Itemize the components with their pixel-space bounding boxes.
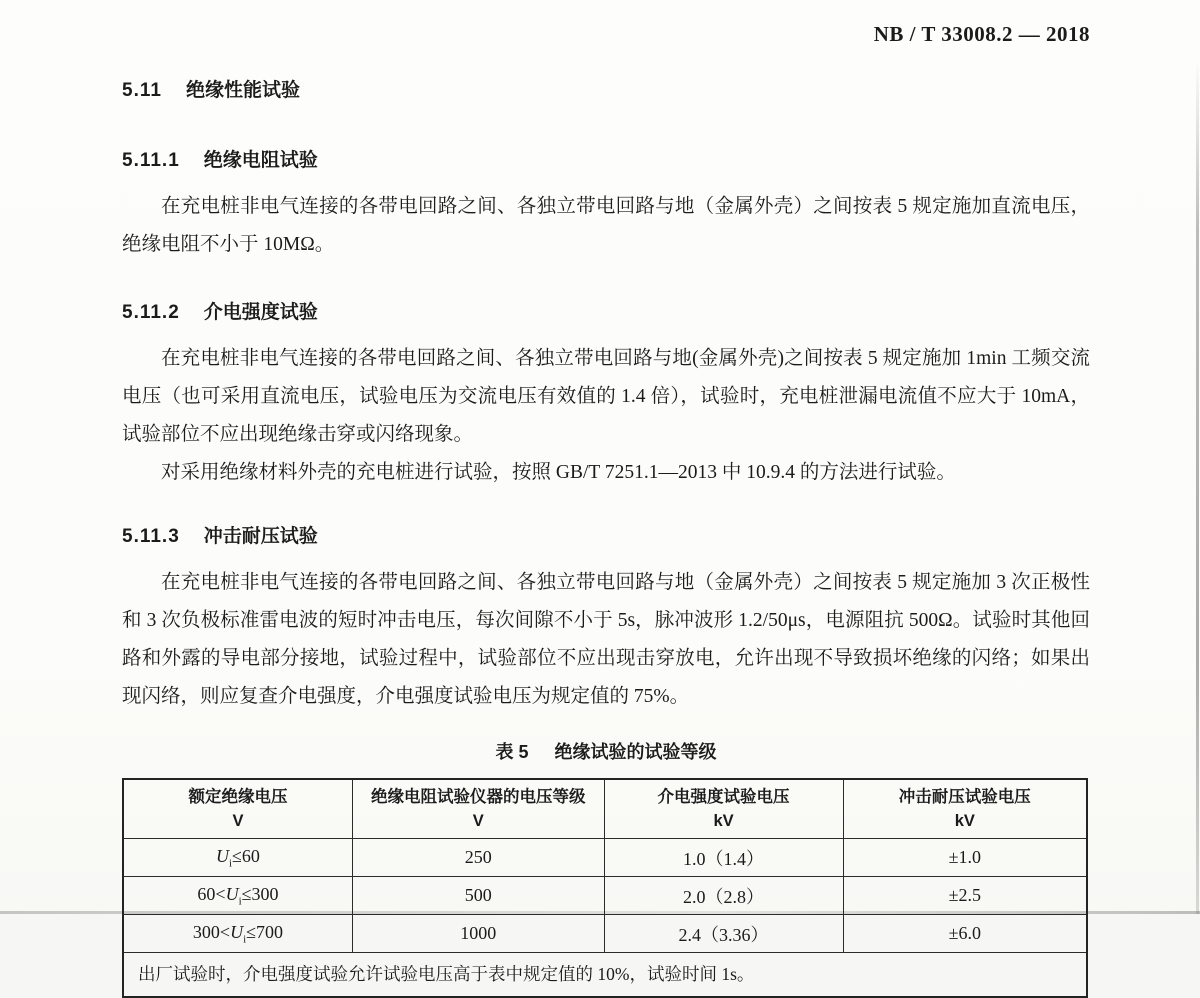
paragraph-5-11-3: 在充电桩非电气连接的各带电回路之间、各独立带电回路与地（金属外壳）之间按表 5 规定施加 3 次正极性和 3 次负极标准雷电波的短时冲击电压，每次间隙不小于 5s，脉冲波形 1.2/50μs，电源阻抗 500Ω。试验时其他回路和外露的导电部分接地，试验过程中，试验部位不应出现击穿放电，允许出现不导致损坏绝缘的闪络；如果出现闪络，则应复查介电强度，介电强度试验电压为规定值的 75%。 bbox=[122, 572, 1090, 707]
section-number: 5.11.3 bbox=[122, 526, 180, 547]
table-5-caption-title: 绝缘试验的试验等级 bbox=[554, 742, 717, 762]
section-heading-5-11-1 bbox=[122, 150, 1090, 172]
table-row bbox=[123, 877, 1087, 915]
rated-subscript: i bbox=[228, 857, 233, 870]
section-heading-5-11-2 bbox=[122, 302, 1090, 324]
section-number: 5.11.2 bbox=[122, 302, 180, 323]
col-header-unit: kV bbox=[713, 812, 734, 830]
cell-tester-voltage: 1000 bbox=[352, 915, 604, 953]
col-header-tester-voltage bbox=[352, 779, 604, 839]
document-content bbox=[122, 0, 1090, 998]
cell-tester-voltage: 500 bbox=[352, 877, 604, 915]
col-header-dielectric-voltage bbox=[604, 779, 843, 839]
cell-rated-voltage bbox=[123, 915, 352, 953]
table-5-caption-label: 表 5 bbox=[495, 742, 529, 762]
section-title: 冲击耐压试验 bbox=[203, 526, 318, 547]
rated-symbol: U bbox=[230, 921, 244, 942]
rated-post: ≤300 bbox=[241, 883, 279, 904]
rated-post: ≤60 bbox=[232, 845, 260, 866]
cell-tester-voltage: 250 bbox=[352, 839, 604, 877]
rated-symbol: U bbox=[215, 845, 229, 866]
rated-pre: 300< bbox=[192, 921, 231, 942]
paragraph-5-11-1: 在充电桩非电气连接的各带电回路之间、各独立带电回路与地（金属外壳）之间按表 5 规定施加直流电压，绝缘电阻不小于 10MΩ。 bbox=[122, 196, 1090, 255]
cell-impulse-voltage: ±6.0 bbox=[843, 915, 1087, 953]
rated-post: ≤700 bbox=[246, 921, 284, 942]
cell-rated-voltage bbox=[123, 877, 352, 915]
section-number: 5.11.1 bbox=[122, 150, 180, 171]
section-title: 介电强度试验 bbox=[203, 302, 318, 323]
col-header-text: 冲击耐压试验电压 bbox=[898, 788, 1031, 806]
standard-number: NB / T 33008.2 — 2018 bbox=[873, 22, 1090, 46]
col-header-unit: kV bbox=[954, 812, 975, 830]
col-header-rated-voltage bbox=[123, 779, 352, 839]
col-header-impulse-voltage bbox=[843, 779, 1087, 839]
paragraph-5-11-2-a: 在充电桩非电气连接的各带电回路之间、各独立带电回路与地(金属外壳)之间按表 5 规定施加 1min 工频交流电压（也可采用直流电压，试验电压为交流电压有效值的 1.4 倍），试验时，充电桩泄漏电流值不应大于 10mA，试验部位不应出现绝缘击穿或闪络现象。 bbox=[122, 348, 1090, 445]
table-row bbox=[123, 839, 1087, 877]
col-header-text: 介电强度试验电压 bbox=[657, 788, 790, 806]
section-title: 绝缘性能试验 bbox=[185, 80, 300, 101]
cell-dielectric-voltage: 2.4（3.36） bbox=[604, 915, 843, 953]
rated-pre: 60< bbox=[197, 883, 226, 904]
section-number: 5.11 bbox=[122, 80, 162, 101]
scan-edge-right bbox=[1196, 60, 1199, 914]
section-heading-5-11 bbox=[122, 80, 1090, 102]
rated-subscript: i bbox=[238, 895, 242, 908]
col-header-unit: V bbox=[472, 812, 484, 830]
cell-dielectric-voltage: 1.0（1.4） bbox=[604, 839, 843, 877]
rated-symbol: U bbox=[225, 883, 239, 904]
col-header-unit: V bbox=[232, 812, 244, 830]
section-heading-5-11-3 bbox=[122, 526, 1090, 548]
table-header-row bbox=[123, 779, 1087, 839]
cell-rated-voltage bbox=[123, 839, 352, 877]
section-title: 绝缘电阻试验 bbox=[203, 150, 318, 171]
rated-subscript: i bbox=[243, 933, 247, 946]
table-footnote-row bbox=[123, 953, 1087, 998]
table-row bbox=[123, 915, 1087, 953]
col-header-text: 绝缘电阻试验仪器的电压等级 bbox=[370, 788, 586, 806]
col-header-text: 额定绝缘电压 bbox=[188, 788, 288, 806]
cell-impulse-voltage: ±2.5 bbox=[843, 877, 1087, 915]
cell-dielectric-voltage: 2.0（2.8） bbox=[604, 877, 843, 915]
table-5 bbox=[122, 778, 1088, 998]
paragraph-5-11-2-b: 对采用绝缘材料外壳的充电桩进行试验，按照 GB/T 7251.1—2013 中 10.9.4 的方法进行试验。 bbox=[161, 462, 956, 483]
table-5-caption bbox=[122, 738, 1090, 764]
table-footnote: 出厂试验时，介电强度试验允许试验电压高于表中规定值的 10%，试验时间 1s。 bbox=[123, 953, 1087, 998]
cell-impulse-voltage: ±1.0 bbox=[843, 839, 1087, 877]
